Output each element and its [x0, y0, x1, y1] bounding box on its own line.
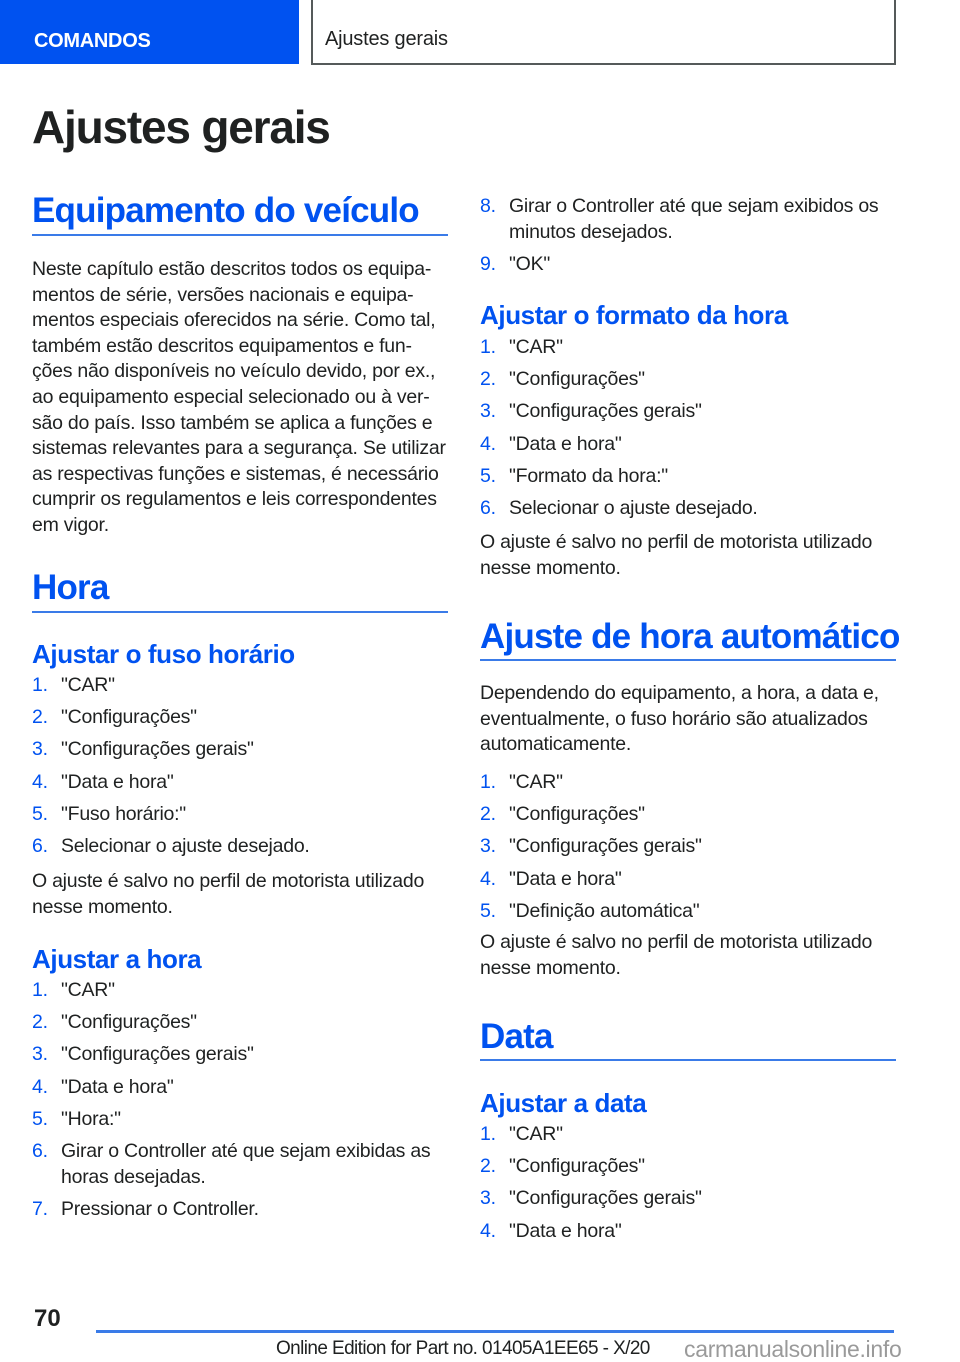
step-text: "Formato da hora:" — [509, 464, 668, 487]
step-text: "Configurações gerais" — [509, 835, 702, 858]
auto-note: O ajuste é salvo no perfil de motorista utilizado nesse momento. — [480, 931, 873, 979]
list-item — [480, 1219, 896, 1245]
step-text: "Hora:" — [61, 1107, 121, 1130]
step-number: 3. — [480, 835, 496, 858]
step-text: "CAR" — [61, 979, 115, 1001]
step-text: Selecionar o ajuste desejado. — [509, 496, 758, 519]
list-item — [32, 1139, 448, 1190]
step-text: "CAR" — [509, 1123, 563, 1145]
step-text: "OK" — [509, 252, 551, 275]
list-item — [32, 1010, 448, 1036]
step-text: "Configurações gerais" — [509, 1187, 702, 1210]
heading-rule — [32, 234, 448, 236]
list-item — [480, 899, 896, 925]
heading-ajustar-hora: Ajustar a hora — [32, 944, 202, 974]
step-number: 4. — [32, 770, 48, 793]
step-number: 2. — [480, 1155, 496, 1178]
step-number: 4. — [32, 1075, 48, 1098]
list-item — [480, 770, 896, 796]
list-item — [480, 1154, 896, 1180]
heading-rule — [32, 611, 448, 613]
list-item — [480, 367, 896, 393]
heading-rule — [480, 1059, 896, 1061]
step-text: "CAR" — [509, 771, 563, 793]
edition-text: Online Edition for Part no. 01405A1EE65 - X/20 — [276, 1338, 650, 1359]
watermark-link[interactable]: carmanualsonline.info — [684, 1336, 902, 1362]
step-number: 4. — [480, 867, 496, 890]
step-text: "Data e hora" — [61, 1075, 174, 1098]
list-item — [480, 464, 896, 490]
list-item — [480, 335, 896, 361]
list-item — [32, 834, 448, 860]
step-text: "Configurações gerais" — [61, 1043, 254, 1066]
step-number: 1. — [480, 771, 496, 793]
step-text: "Configurações" — [61, 706, 197, 729]
list-item — [32, 1042, 448, 1068]
list-item — [480, 432, 896, 458]
step-number: 8. — [480, 195, 496, 217]
list-item — [32, 673, 448, 699]
step-text: "Configurações" — [509, 1155, 645, 1178]
step-text: Girar o Controller até que sejam exibidas as horas desejadas. — [61, 1139, 431, 1188]
step-number: 2. — [480, 803, 496, 826]
step-text: Girar o Controller até que sejam exibidos os minutos desejados. — [509, 195, 879, 243]
step-number: 3. — [32, 738, 48, 761]
list-item — [32, 770, 448, 796]
step-number: 2. — [32, 706, 48, 729]
step-text: "Configurações" — [509, 368, 645, 391]
heading-ajustar-formato: Ajustar o formato da hora — [480, 300, 788, 330]
step-text: "Definição automática" — [509, 899, 700, 922]
list-item — [480, 802, 896, 828]
list-item — [480, 1186, 896, 1212]
heading-ajustar-data: Ajustar a data — [480, 1088, 647, 1118]
steps-hora-continued — [480, 194, 896, 284]
step-text: "Data e hora" — [509, 1219, 622, 1242]
step-number: 5. — [480, 899, 496, 922]
step-text: "Configurações" — [61, 1011, 197, 1034]
list-item — [32, 1197, 448, 1223]
list-item — [480, 1122, 896, 1148]
fuso-note: O ajuste é salvo no perfil de motorista utilizado nesse momento. — [32, 870, 425, 918]
step-number: 3. — [32, 1043, 48, 1066]
list-item — [480, 834, 896, 860]
section-tab-label: COMANDOS — [34, 30, 151, 52]
chapter-header — [311, 0, 896, 65]
chapter-title: Ajustes gerais — [325, 28, 448, 50]
list-item — [480, 252, 896, 278]
step-number: 1. — [32, 979, 48, 1001]
step-number: 3. — [480, 1187, 496, 1210]
heading-hora: Hora — [32, 568, 109, 607]
formato-note: O ajuste é salvo no perfil de motorista utilizado nesse momento. — [480, 531, 873, 579]
step-text: "Configurações" — [509, 803, 645, 826]
heading-rule — [480, 659, 896, 661]
footer-rule — [96, 1330, 894, 1333]
steps-fuso — [32, 673, 448, 866]
heading-ajustar-fuso: Ajustar o fuso horário — [32, 639, 295, 669]
list-item — [32, 802, 448, 828]
heading-equipamento: Equipamento do veículo — [32, 191, 419, 230]
list-item — [480, 496, 896, 522]
step-number: 5. — [480, 464, 496, 487]
step-number: 9. — [480, 252, 496, 275]
steps-data — [480, 1122, 896, 1251]
step-number: 2. — [480, 368, 496, 391]
step-number: 1. — [480, 336, 496, 358]
step-text: "Fuso horário:" — [61, 802, 186, 825]
step-text: "Configurações gerais" — [509, 400, 702, 423]
step-number: 5. — [32, 1107, 48, 1130]
list-item — [32, 1075, 448, 1101]
step-text: "CAR" — [61, 674, 115, 696]
step-number: 6. — [32, 834, 48, 857]
step-number: 6. — [32, 1139, 48, 1162]
step-text: Pressionar o Controller. — [61, 1197, 259, 1220]
step-number: 4. — [480, 1219, 496, 1242]
list-item — [32, 978, 448, 1004]
heading-ajuste-automatico: Ajuste de hora automático — [480, 617, 900, 656]
steps-auto — [480, 770, 896, 931]
step-text: "Data e hora" — [509, 432, 622, 455]
list-item — [480, 399, 896, 425]
list-item — [32, 737, 448, 763]
steps-hora — [32, 978, 448, 1229]
list-item — [480, 867, 896, 893]
step-number: 3. — [480, 400, 496, 423]
page-title: Ajustes gerais — [32, 101, 330, 153]
auto-intro-paragraph: Dependendo do equipamento, a hora, a data e, eventualmente, o fuso horário são atualizados automaticamente. — [480, 682, 879, 756]
step-number: 6. — [480, 496, 496, 519]
list-item — [32, 705, 448, 731]
page-number: 70 — [34, 1305, 61, 1332]
step-number: 2. — [32, 1011, 48, 1034]
section-tab — [0, 0, 299, 64]
list-item — [32, 1107, 448, 1133]
step-text: "Data e hora" — [509, 867, 622, 890]
step-number: 7. — [32, 1197, 48, 1220]
equipamento-paragraph: Neste capítulo estão descritos todos os equipa-mentos de série, versões nacionais e equipa-mentos especiais oferecidos na série. Como tal, também estão descritos equipamentos e fun-ções não disponíveis no veículo devido, por ex., ao equipamento especial selecionado ou à ver-são do país. Isso também se aplica a funções e sistemas relevantes para a segurança. Se utilizar as respectivas funções e sistemas, é necessário cumprir os regulamentos e leis correspondentes em vigor. — [32, 258, 446, 536]
step-number: 4. — [480, 432, 496, 455]
step-text: "CAR" — [509, 336, 563, 358]
heading-data: Data — [480, 1017, 553, 1056]
step-number: 1. — [480, 1123, 496, 1145]
step-number: 1. — [32, 674, 48, 696]
step-number: 5. — [32, 802, 48, 825]
step-text: "Configurações gerais" — [61, 738, 254, 761]
list-item — [480, 194, 896, 245]
step-text: Selecionar o ajuste desejado. — [61, 834, 310, 857]
step-text: "Data e hora" — [61, 770, 174, 793]
steps-formato — [480, 335, 896, 528]
